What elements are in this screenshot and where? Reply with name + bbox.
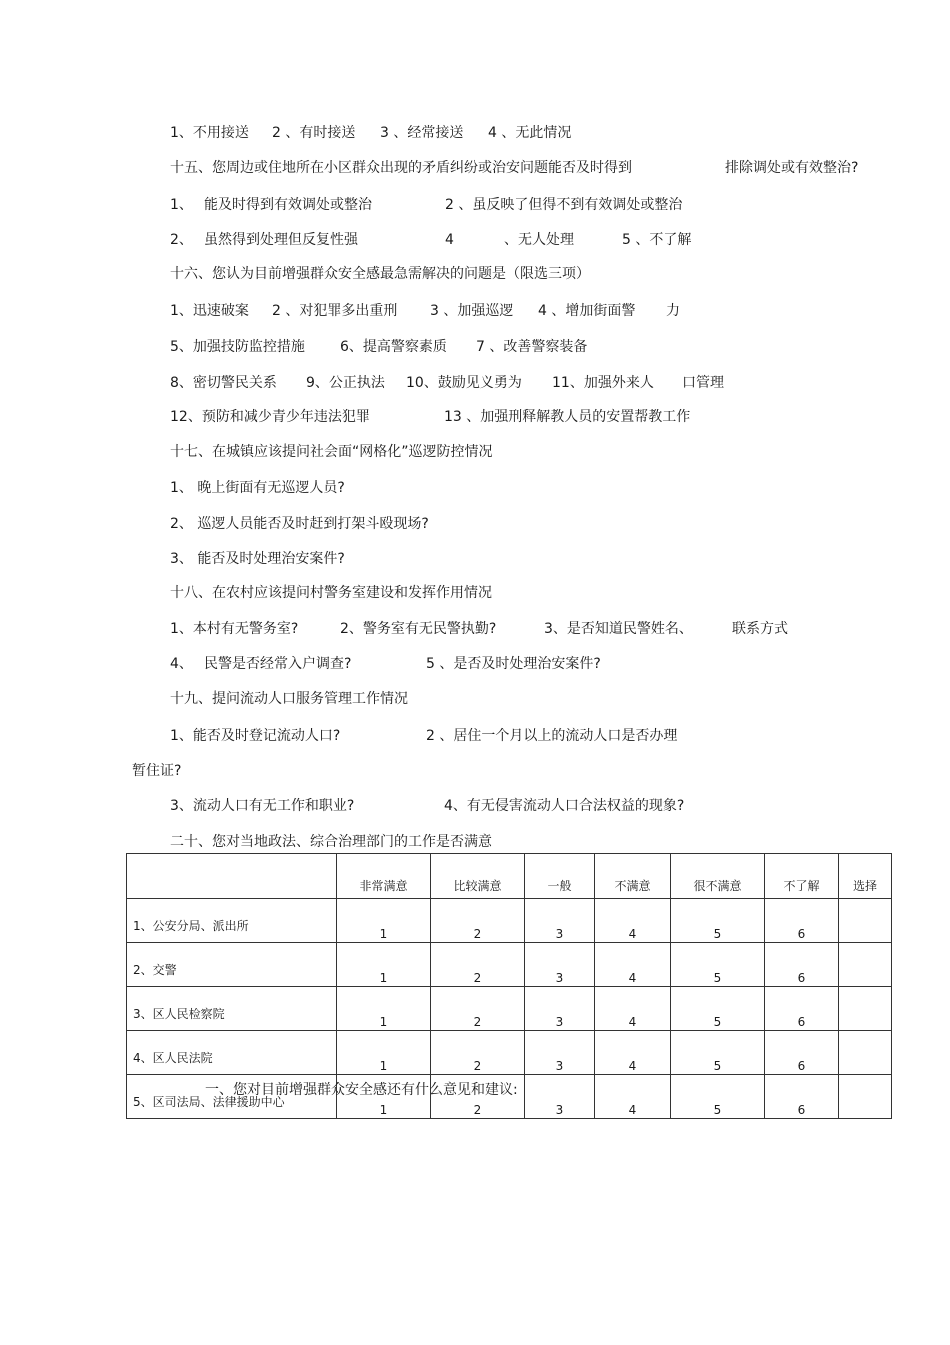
q18-option-4-text: 民警是否经常入户调查? bbox=[204, 656, 352, 672]
q15-title-part-b: 排除调处或有效整治? bbox=[725, 160, 859, 176]
cell-value: 4 bbox=[595, 943, 671, 987]
cell-value: 2 bbox=[431, 943, 525, 987]
q18-option-3: 3、是否知道民警姓名、 bbox=[544, 621, 693, 637]
q16-option-11: 11、加强外来人 bbox=[552, 375, 654, 391]
q18-option-5: 5 、是否及时处理治安案件? bbox=[426, 656, 601, 672]
cell-value: 5 bbox=[671, 899, 765, 943]
q20-title-text: 二十、您对当地政法、综合治理部门的工作是否满意 bbox=[170, 834, 492, 850]
header-fairly-satisfied: 比较满意 bbox=[431, 854, 525, 899]
q17-title-text: 十七、在城镇应该提问社会面“网格化”巡逻防控情况 bbox=[170, 444, 493, 460]
header-choice: 选择 bbox=[839, 854, 892, 899]
q14-option-1: 1、不用接送 bbox=[170, 125, 249, 141]
header-very-dissatisfied: 很不满意 bbox=[671, 854, 765, 899]
row-label: 4、区人民法院 bbox=[127, 1031, 337, 1075]
header-dissatisfied: 不满意 bbox=[595, 854, 671, 899]
q15-option-3-text: 虽然得到处理但反复性强 bbox=[204, 232, 358, 248]
cell-value: 3 bbox=[525, 987, 595, 1031]
cell-value: 3 bbox=[525, 899, 595, 943]
q15-option-4-num: 4 bbox=[445, 232, 454, 248]
cell-value: 4 bbox=[595, 899, 671, 943]
row-label: 2、交警 bbox=[127, 943, 337, 987]
choice-cell[interactable] bbox=[839, 1031, 892, 1075]
table-header-row bbox=[127, 854, 892, 899]
cell-value: 4 bbox=[595, 987, 671, 1031]
q16-option-10: 10、鼓励见义勇为 bbox=[406, 375, 522, 391]
table-row bbox=[127, 943, 892, 987]
q16-option-13: 13 、加强刑释解教人员的安置帮教工作 bbox=[444, 409, 691, 425]
table-row bbox=[127, 899, 892, 943]
cell-value: 5 bbox=[671, 1075, 765, 1119]
table-row bbox=[127, 1031, 892, 1075]
cell-value: 1 bbox=[337, 899, 431, 943]
q14-option-2: 2 、有时接送 bbox=[272, 125, 356, 141]
q19-option-1: 1、能否及时登记流动人口? bbox=[170, 728, 341, 744]
q19-title-text: 十九、提问流动人口服务管理工作情况 bbox=[170, 691, 408, 707]
cell-value: 2 bbox=[431, 899, 525, 943]
cell-value: 6 bbox=[765, 943, 839, 987]
q14-option-3: 3 、经常接送 bbox=[380, 125, 464, 141]
q18-option-4-num: 4、 bbox=[170, 656, 193, 672]
header-very-satisfied: 非常满意 bbox=[337, 854, 431, 899]
q19-option-4: 4、有无侵害流动人口合法权益的现象? bbox=[444, 798, 685, 814]
cell-value: 5 bbox=[671, 1031, 765, 1075]
q16-option-12: 12、预防和减少青少年违法犯罪 bbox=[170, 409, 370, 425]
cell-value: 5 bbox=[671, 987, 765, 1031]
header-blank bbox=[127, 854, 337, 899]
cell-value: 4 bbox=[595, 1031, 671, 1075]
row-label: 3、区人民检察院 bbox=[127, 987, 337, 1031]
q18-option-1: 1、本村有无警务室? bbox=[170, 621, 299, 637]
q16-option-8: 8、密切警民关系 bbox=[170, 375, 277, 391]
q19-option-2-cont: 暂住证? bbox=[132, 763, 182, 779]
q16-option-9: 9、公正执法 bbox=[306, 375, 385, 391]
choice-cell[interactable] bbox=[839, 987, 892, 1031]
q16-option-6: 6、提高警察素质 bbox=[340, 339, 447, 355]
cell-value: 1 bbox=[337, 987, 431, 1031]
q15-option-1-num: 1、 bbox=[170, 197, 193, 213]
q18-title-text: 十八、在农村应该提问村警务室建设和发挥作用情况 bbox=[170, 585, 492, 601]
choice-cell[interactable] bbox=[839, 899, 892, 943]
q15-option-4-text: 、无人处理 bbox=[504, 232, 574, 248]
q17-item-1-text: 1、 晚上街面有无巡逻人员? bbox=[170, 480, 345, 496]
cell-value: 6 bbox=[765, 987, 839, 1031]
cell-value: 2 bbox=[431, 1031, 525, 1075]
cell-value: 2 bbox=[431, 1075, 525, 1119]
q16-option-4: 4 、增加街面警 bbox=[538, 303, 636, 319]
q18-option-2: 2、警务室有无民警执勤? bbox=[340, 621, 497, 637]
q16-option-1: 1、迅速破案 bbox=[170, 303, 249, 319]
q18-option-3-cont: 联系方式 bbox=[732, 621, 788, 637]
q17-item-3-text: 3、 能否及时处理治安案件? bbox=[170, 551, 345, 567]
q15-title-part-a: 十五、您周边或住地所在小区群众出现的矛盾纠纷或治安问题能否及时得到 bbox=[170, 160, 632, 176]
q16-option-4-cont: 力 bbox=[666, 303, 680, 319]
q16-option-5: 5、加强技防监控措施 bbox=[170, 339, 305, 355]
cell-value: 6 bbox=[765, 899, 839, 943]
q16-option-3: 3 、加强巡逻 bbox=[430, 303, 514, 319]
row-label: 1、公安分局、派出所 bbox=[127, 899, 337, 943]
header-average: 一般 bbox=[525, 854, 595, 899]
header-unknown: 不了解 bbox=[765, 854, 839, 899]
q15-option-2: 2 、虽反映了但得不到有效调处或整治 bbox=[445, 197, 683, 213]
cell-value: 6 bbox=[765, 1031, 839, 1075]
cell-value: 3 bbox=[525, 943, 595, 987]
q19-option-2: 2 、居住一个月以上的流动人口是否办理 bbox=[426, 728, 678, 744]
q16-option-7: 7 、改善警察装备 bbox=[476, 339, 588, 355]
table-row bbox=[127, 987, 892, 1031]
q16-title-text: 十六、您认为目前增强群众安全感最急需解决的问题是（限选三项） bbox=[170, 266, 590, 282]
row-label: 5、区司法局、法律援助中心 bbox=[127, 1075, 337, 1119]
cell-value: 1 bbox=[337, 1075, 431, 1119]
q14-option-4: 4 、无此情况 bbox=[488, 125, 572, 141]
cell-value: 2 bbox=[431, 987, 525, 1031]
choice-cell[interactable] bbox=[839, 1075, 892, 1119]
cell-value: 1 bbox=[337, 943, 431, 987]
q21-title-text: 一、您对目前增强群众安全感还有什么意见和建议: bbox=[205, 1082, 518, 1098]
cell-value: 6 bbox=[765, 1075, 839, 1119]
cell-value: 4 bbox=[595, 1075, 671, 1119]
cell-value: 5 bbox=[671, 943, 765, 987]
q15-option-1-text: 能及时得到有效调处或整治 bbox=[204, 197, 372, 213]
cell-value: 3 bbox=[525, 1031, 595, 1075]
q15-option-3-num: 2、 bbox=[170, 232, 193, 248]
q16-option-11-cont: 口管理 bbox=[682, 375, 724, 391]
q17-item-2-text: 2、 巡逻人员能否及时赶到打架斗殴现场? bbox=[170, 516, 429, 532]
q16-option-2: 2 、对犯罪多出重刑 bbox=[272, 303, 398, 319]
cell-value: 3 bbox=[525, 1075, 595, 1119]
cell-value: 1 bbox=[337, 1031, 431, 1075]
q19-option-3: 3、流动人口有无工作和职业? bbox=[170, 798, 355, 814]
q15-option-5: 5 、不了解 bbox=[622, 232, 692, 248]
choice-cell[interactable] bbox=[839, 943, 892, 987]
satisfaction-table bbox=[126, 853, 892, 1119]
